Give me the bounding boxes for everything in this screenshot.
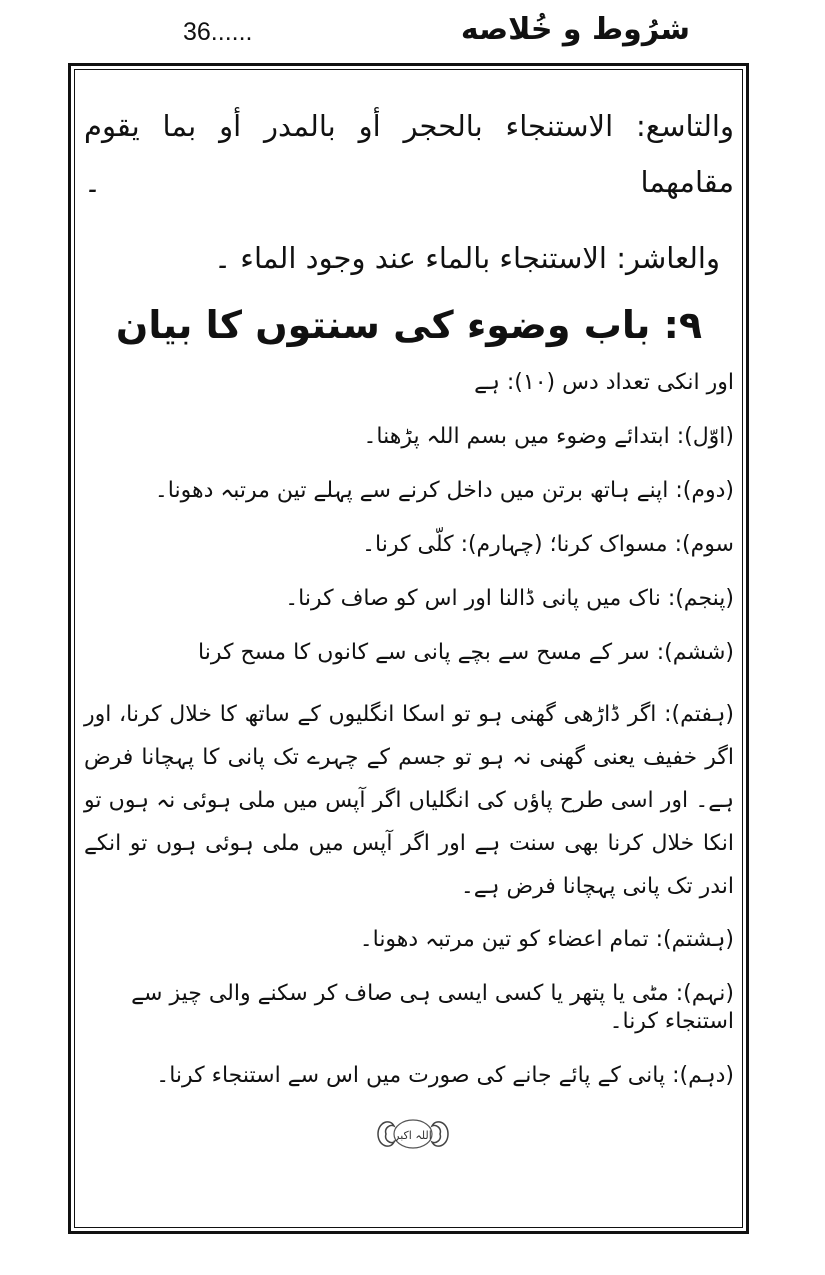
arabic-paragraph-tenth: والعاشر: الاستنجاء بالماء عند وجود الماء ۔ — [214, 241, 720, 275]
ornament-text: اللہ اکبر — [394, 1129, 432, 1142]
list-item: سوم): مسواک کرنا؛ (چہارم): کلّی کرنا۔ — [362, 532, 734, 557]
page-header — [0, 0, 825, 60]
book-title: شرُوط و خُلاصه — [460, 12, 690, 47]
page-content — [84, 80, 734, 1090]
list-item-paragraph: (ہفتم): اگر ڈاڑھی گھنی ہو تو اسکا انگلیوں کے ساتھ کا خلال کرنا، اور اگر خفیف یعنی گھنی نہ ہو تو جسم کے چہرے تک پانی کا پہچانا فرض ہے۔ اور اسی طرح پاؤں کی انگلیاں اگر آپس میں ملی ہوئی نہ ہوں تو انکا خلال کرنا بھی سنت ہے اور اگر آپس میں ملی ہوئی ہوں تو انکے اندر تک پانی پہچانا فرض ہے۔ — [84, 702, 734, 899]
page-number: 36...... — [183, 18, 253, 46]
list-item: (دوم): اپنے ہاتھ برتن میں داخل کرنے سے پہلے تین مرتبہ دھونا۔ — [154, 478, 734, 503]
list-item: (پنجم): ناک میں پانی ڈالنا اور اس کو صاف کرنا۔ — [285, 586, 734, 611]
list-item: (دہم): پانی کے پائے جانے کی صورت میں اس سے استنجاء کرنا۔ — [156, 1063, 734, 1088]
list-item: اور انکی تعداد دس (۱۰): ہے — [474, 370, 734, 395]
calligraphy-ornament — [370, 1112, 456, 1156]
list-item: (نہم): مٹی یا پتھر یا کسی ایسی ہی صاف کر سکنے والی چیز سے استنجاء کرنا۔ — [131, 981, 734, 1034]
list-item: (ششم): سر کے مسح سے بچے پانی سے کانوں کا مسح کرنا — [198, 640, 734, 665]
list-item: (اوّل): ابتدائے وضوء میں بسم اللہ پڑھنا۔ — [363, 424, 734, 449]
list-item: (ہشتم): تمام اعضاء کو تین مرتبہ دھونا۔ — [359, 927, 734, 952]
arabic-paragraph-ninth: والتاسع: الاستنجاء بالحجر أو بالمدر أو بما يقوم مقامهما ۔ — [84, 109, 734, 199]
chapter-title: ۹: باب وضوء کی سنتوں کا بیان — [115, 303, 703, 347]
